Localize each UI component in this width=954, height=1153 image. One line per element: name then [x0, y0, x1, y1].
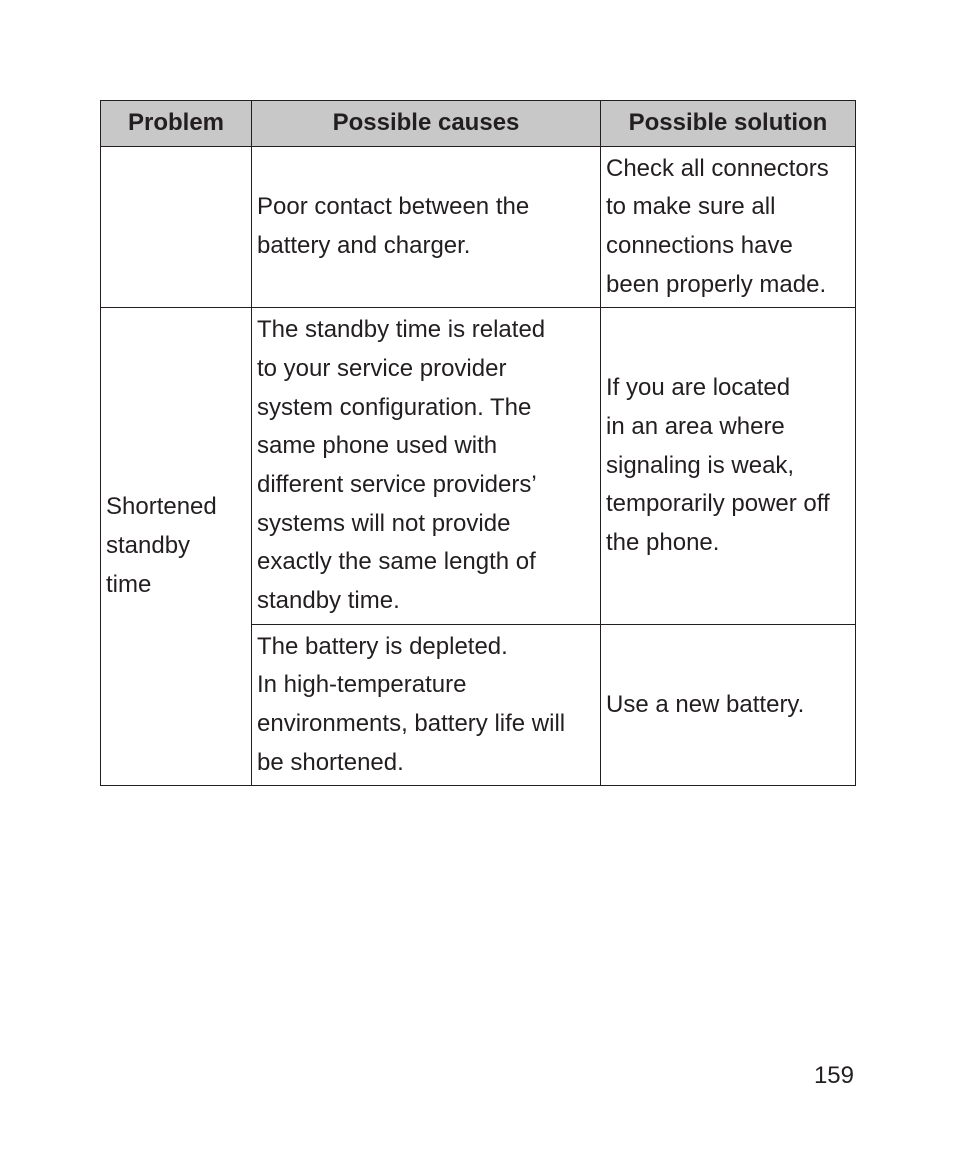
cause-cell: The standby time is related to your service provider system configuration. The same phone used with different service providers’ systems will not provide exactly the same length of standby time. [252, 308, 601, 625]
solution-cell: Check all connectors to make sure all connections have been properly made. [601, 147, 856, 308]
problem-cell: Shortened standby time [101, 308, 252, 786]
problem-cell [101, 147, 252, 308]
header-possible-solution: Possible solution [601, 101, 856, 147]
cause-cell: Poor contact between the battery and charger. [252, 147, 601, 308]
page-number: 159 [813, 1062, 854, 1089]
troubleshooting-table [100, 100, 856, 786]
cause-cell: The battery is depleted. In high-temperature environments, battery life will be shortened. [252, 625, 601, 786]
header-possible-causes: Possible causes [252, 101, 601, 147]
table-row [101, 308, 856, 625]
solution-cell: If you are located in an area where signaling is weak, temporarily power off the phone. [601, 308, 856, 625]
table-header-row [101, 101, 856, 147]
solution-cell: Use a new battery. [601, 625, 856, 786]
table-row [101, 147, 856, 308]
header-problem: Problem [101, 101, 252, 147]
